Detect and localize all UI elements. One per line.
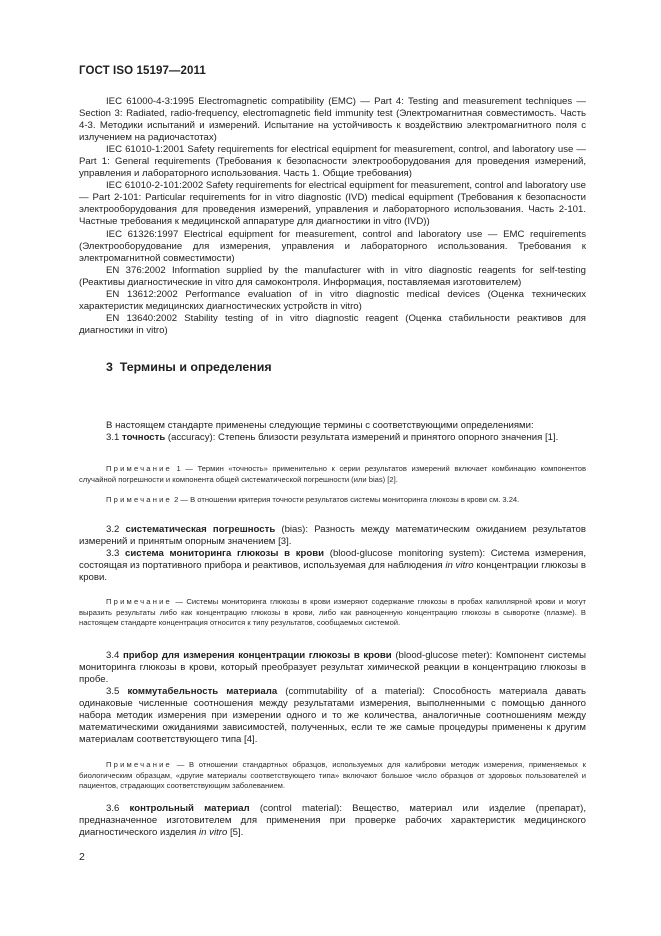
terms-block-3 (79, 650, 586, 746)
reference-item: EN 13612:2002 Performance evaluation of in vitro diagnostic medical devices (Оценка технических характеристик медицинских диагностических устройств in vitro) (79, 288, 586, 312)
page-number: 2 (79, 851, 85, 863)
term-3-1: 3.1 точность (accuracy): Степень близости результата измерений и принятого опорного значения [1]. (106, 432, 559, 444)
term-name: система мониторинга глюкозы в крови (125, 548, 325, 560)
term-name: коммутабельность материала (127, 686, 278, 698)
terms-section (79, 420, 586, 444)
term-name: прибор для измерения концентрации глюкозы в крови (122, 650, 392, 661)
term-name: контрольный материал (129, 803, 250, 814)
reference-item: IEC 61010-2-101:2002 Safety requirements for electrical equipment for measurement, control and laboratory use — Part 2-101: Particular requirements for in vitro diagnostic (IVD) medical equipment (Требования к безопасности электрооборудования для проведения измерений, управления и лабораторного использования. Часть 2-101. Частные требования к медицинской аппаратуре для диагностики in vitro (IVD)) (79, 180, 586, 228)
note-2: Примечание 2 — В отношении критерия точности результатов системы мониторинга глюкозы в крови см. 3.24. (106, 495, 520, 504)
section-intro: В настоящем стандарте применены следующие термины с соответствующими определениями: (106, 420, 534, 431)
terms-block-2 (79, 524, 586, 584)
term-3-2: 3.2 систематическая погрешность (bias): Разность между математическим ожиданием результатов измерений и принятым опорным значением [3]. (79, 524, 586, 548)
term-name: точность (122, 432, 166, 444)
note-3: Примечание — Системы мониторинга глюкозы в крови измеряют содержание глюкозы в пробах капиллярной крови и могут выразить результаты либо как концентрацию глюкозы в крови, либо как равноценную концентрацию глюкозы в сыворотке (плазме). В настоящем стандарте концентрация относится к типу результатов, сообщаемых системой. (79, 597, 586, 628)
reference-item: EN 13640:2002 Stability testing of in vitro diagnostic reagent (Оценка стабильности реактивов для диагностики in vitro) (79, 312, 586, 336)
term-3-3: 3.3 система мониторинга глюкозы в крови (blood-glucose monitoring system): Система измерения, состоящая из портативного прибора и реактивов, используемая для наблюдения in vitro концентрации глюкозы в крови. (79, 548, 587, 584)
reference-item: IEC 61000-4-3:1995 Electromagnetic compatibility (EMC) — Part 4: Testing and measurement techniques — Section 3: Radiated, radio-frequency, electromagnetic field immunity test (Электромагнитная совместимость. Часть 4-3. Методики испытаний и измерений. Испытание на устойчивость к воздействию электромагнитного поля с излучением на радиочастотах) (79, 96, 586, 144)
note-4: Примечание — В отношении стандартных образцов, используемых для калибровки методик измерения, применяемых к биологическим образцам, «другие материалы соответствующего типа» включают большое число образцов от здоровых пользователей и пациентов, страдающих соответствующим заболеванием. (79, 760, 586, 791)
document-header: ГОСТ ISO 15197—2011 (79, 65, 206, 77)
term-3-4: 3.4 прибор для измерения концентрации глюкозы в крови (blood-glucose meter): Компонент системы мониторинга глюкозы в крови, который преобразует результат химической реакции в концентрацию глюкозы в пробе. (79, 650, 586, 686)
section-number: 3 (106, 360, 113, 374)
note-1: Примечание 1 — Термин «точность» применительно к серии результатов измерений включает комбинацию компонентов случайной погрешности и компонента общей систематической погрешности (или bias) [2]. (79, 464, 586, 484)
reference-item: EN 376:2002 Information supplied by the manufacturer with in vitro diagnostic reagents for self-testing (Реактивы диагностические in vitro для самоконтроля. Информация, поставляемая изготовителем) (79, 264, 586, 288)
normative-references (79, 96, 586, 337)
term-3-6: 3.6 контрольный материал (control material): Вещество, материал или изделие (препарат), предназначенное изготовителем для применения при проверке рабочих характеристик медицинского диагностического изделия in vitro [5]. (79, 803, 586, 839)
reference-item: IEC 61010-1:2001 Safety requirements for electrical equipment for measurement, control, and laboratory use — Part 1: General requirements (Требования к безопасности электрооборудования для проведения измерений, управления и лабораторного использования. Часть 1. Общие требования) (79, 144, 586, 180)
term-3-5: 3.5 коммутабельность материала (commutability of a material): Способность материала давать одинаковые численные соотношения между результатами измерения, выполненными с помощью данного набора методик измерения при измерении одного и то же количества, аналогичные соотношениям между математическими ожиданиями зависимостей, полученных, если те же самые процедуры применены к другим материалам соответствующего типа [4]. (79, 686, 586, 746)
terms-block-4 (79, 803, 586, 839)
section-title: Термины и определения (119, 360, 272, 374)
reference-item: IEC 61326:1997 Electrical equipment for measurement, control and laboratory use — EMC requirements (Электрооборудование для измерения, управления и лабораторного использования. Требования к электромагнитной совместимости) (79, 228, 586, 264)
term-name: систематическая погрешность (125, 524, 276, 535)
section-heading (79, 360, 586, 374)
